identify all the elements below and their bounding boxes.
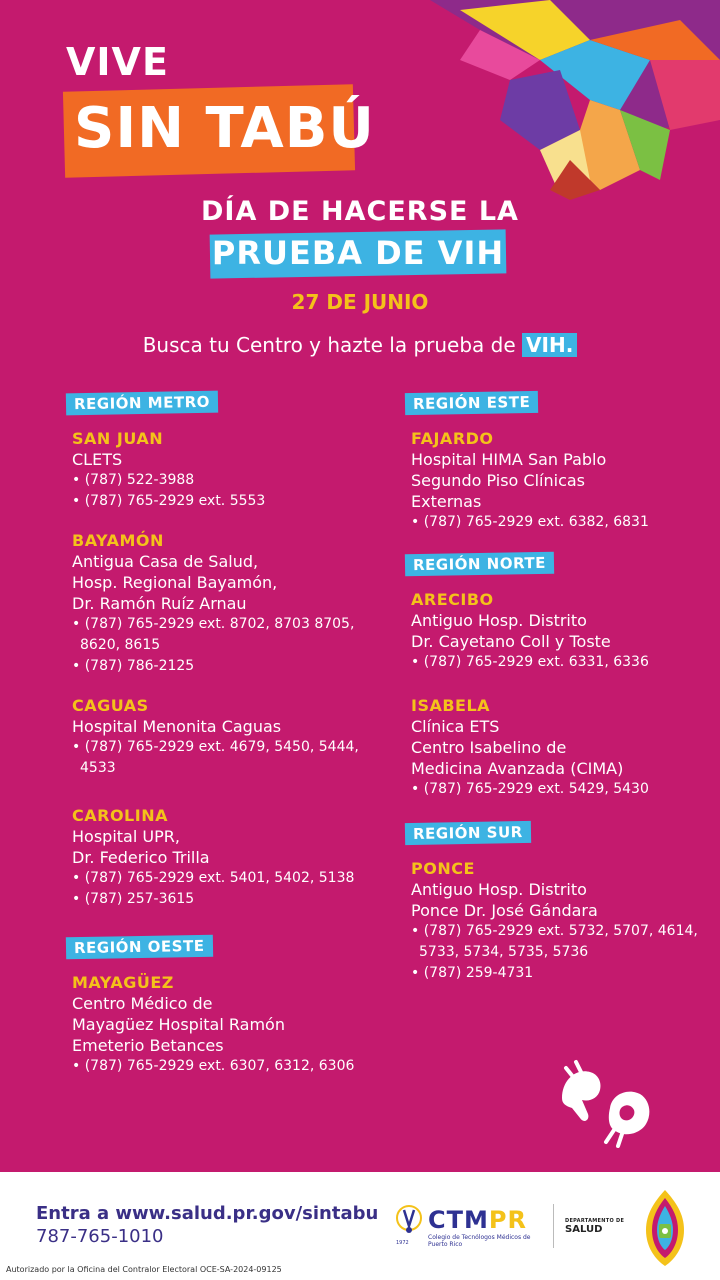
center-entry [405,858,720,984]
phone-number[interactable]: • (787) 765-2929 ext. 6307, 6312, 6306 [72,1056,396,1077]
center-name: Medicina Avanzada (CIMA) [411,759,624,778]
center-name: Centro Isabelino de [411,738,567,757]
center-name: Dr. Cayetano Coll y Toste [411,632,611,651]
center-name: Hospital Menonita Caguas [72,717,282,736]
depto-salud-label [565,1218,645,1235]
phone-number[interactable]: 787-765-1010 [36,1226,164,1247]
website-link[interactable]: Entra a www.salud.pr.gov/sintabu [36,1203,379,1224]
ctmpr-name-a: CTM [428,1206,489,1234]
center-entry [66,530,396,677]
city-name: PONCE [411,859,475,878]
phone-number[interactable]: • (787) 765-2929 ext. 5732, 5707, 4614, 5733, 5734, 5735, 5736 [411,921,720,963]
city-name: CAROLINA [72,806,168,825]
center-name: Antiguo Hosp. Distrito [411,880,587,899]
ctmpr-name-b: PR [488,1206,527,1234]
region-metro [66,392,396,910]
center-entry [405,589,720,673]
subtitle-prueba: PRUEBA DE VIH [211,234,505,272]
footer [0,1172,720,1280]
center-name: Emeterio Betances [72,1036,224,1055]
city-name: ISABELA [411,696,491,715]
ctmpr-subtitle: Colegio de Tecnólogos Médicos de Puerto Rico [428,1234,531,1248]
center-name: Dr. Federico Trilla [72,848,210,867]
phone-number[interactable]: • (787) 786-2125 [72,656,396,677]
salud-seal-icon [640,1188,690,1268]
phone-number[interactable]: • (787) 257-3615 [72,889,396,910]
sign-language-icon [552,1058,656,1148]
depto-top-text: DEPARTAMENTO DE [565,1218,625,1224]
center-name: Centro Médico de [72,994,213,1013]
call-to-action-text: Busca tu Centro y hazte la prueba de [142,333,523,357]
center-name: Mayagüez Hospital Ramón [72,1015,285,1034]
region-oeste [66,936,396,1077]
city-name: FAJARDO [411,429,494,448]
center-name: Clínica ETS [411,717,500,736]
city-name: SAN JUAN [72,429,164,448]
center-name: Externas [411,492,482,511]
logo-divider [553,1204,554,1248]
center-name: Ponce Dr. José Gándara [411,901,598,920]
center-entry [405,695,720,800]
left-column [66,392,396,1095]
ctmpr-logo-icon [394,1204,424,1240]
region-badge: REGIÓN ESTE [405,391,539,415]
center-entry [66,972,396,1077]
region-norte [405,553,720,800]
region-badge: REGIÓN METRO [66,391,218,416]
center-name: CLETS [72,450,123,469]
phone-number[interactable]: • (787) 765-2929 ext. 6331, 6336 [411,652,720,673]
title-vive: VIVE [66,40,169,84]
center-name: Hospital UPR, [72,827,180,846]
center-name: Antiguo Hosp. Distrito [411,611,587,630]
phone-number[interactable]: • (787) 259-4731 [411,963,720,984]
center-entry [66,805,396,910]
region-badge: REGIÓN SUR [405,821,531,845]
right-column [405,392,720,1002]
phone-number[interactable]: • (787) 765-2929 ext. 4679, 5450, 5444, 4533 [72,737,396,779]
city-name: ARECIBO [411,590,494,609]
city-name: CAGUAS [72,696,149,715]
phone-number[interactable]: • (787) 765-2929 ext. 6382, 6831 [411,512,720,533]
phone-number[interactable]: • (787) 522-3988 [72,470,396,491]
phone-number[interactable]: • (787) 765-2929 ext. 5553 [72,491,396,512]
center-entry [66,428,396,512]
phone-number[interactable]: • (787) 765-2929 ext. 5429, 5430 [411,779,720,800]
subtitle-dia: DÍA DE HACERSE LA [201,196,519,227]
depto-bottom-text: SALUD [565,1224,603,1235]
center-name: Segundo Piso Clínicas [411,471,586,490]
hands-artwork [390,0,720,200]
ctmpr-year: 1972 [396,1240,409,1246]
phone-number[interactable]: • (787) 765-2929 ext. 5401, 5402, 5138 [72,868,396,889]
center-name: Dr. Ramón Ruíz Arnau [72,594,247,613]
call-to-action [0,333,720,357]
region-badge: REGIÓN NORTE [405,552,554,577]
ctmpr-name [428,1206,527,1234]
phone-number[interactable]: • (787) 765-2929 ext. 8702, 8703 8705, 8620, 8615 [72,614,396,656]
center-entry [66,695,396,779]
center-name: Hosp. Regional Bayamón, [72,573,278,592]
region-este [405,392,720,533]
center-entry [405,428,720,533]
legal-notice: Autorizado por la Oficina del Contralor Electoral OCE-SA-2024-09125 [6,1265,282,1274]
center-name: Hospital HIMA San Pablo [411,450,607,469]
call-to-action-vih: VIH. [522,333,577,357]
center-name: Antigua Casa de Salud, [72,552,259,571]
city-name: BAYAMÓN [72,531,164,550]
event-date: 27 DE JUNIO [291,290,429,314]
ctmpr-logo [394,1204,544,1248]
title-sin-tabu: SIN TABÚ [74,96,375,161]
region-badge: REGIÓN OESTE [66,935,213,960]
region-sur [405,822,720,984]
city-name: MAYAGÜEZ [72,973,174,992]
